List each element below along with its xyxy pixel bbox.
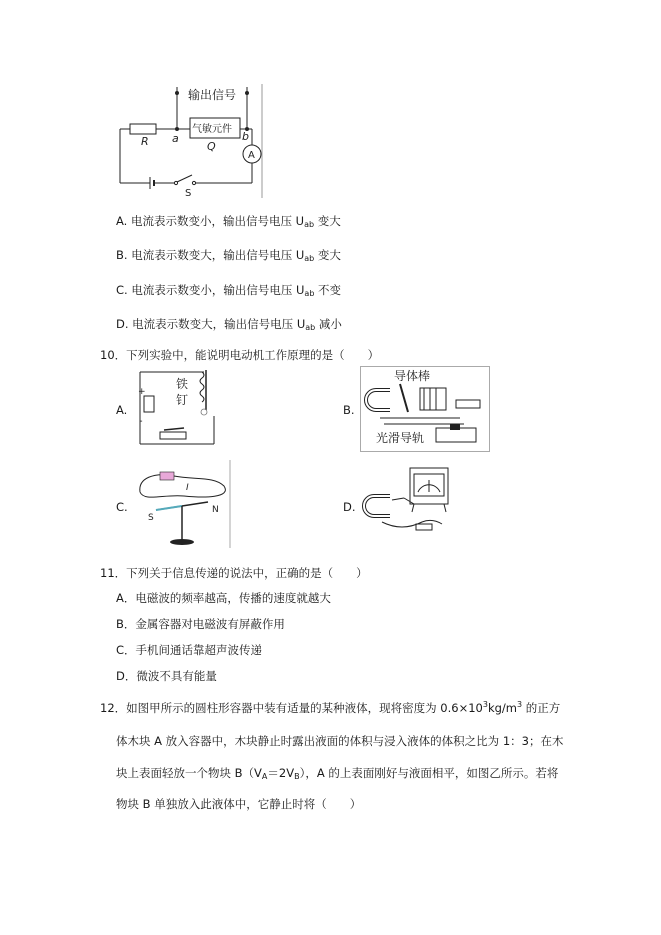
svg-text:S: S [148,513,154,523]
svg-text:N: N [212,505,219,515]
q11-option-d: D．微波不具有能量 [116,669,217,683]
q10-figure-b [360,366,490,452]
conductor-rod [400,384,408,412]
svg-text:I: I [186,483,189,493]
svg-text:A: A [248,150,255,161]
q10-stem: 10．下列实验中，能说明电动机工作原理的是（ ） [100,348,380,362]
svg-text:钉: 钉 [176,393,189,407]
switch-base [160,432,186,439]
q9-option-a: A. 电流表示数变小，输出信号电压 $U_{ab}$ 变大 [116,214,341,229]
svg-text:-: - [139,416,143,427]
q12-line-4: 物块 B 单独放入此液体中，它静止时将（ ） [116,797,362,811]
q11-option-c: C．手机间通话靠超声波传递 [116,643,263,657]
svg-text:S: S [185,188,192,199]
q11-option-b: B．金属容器对电磁波有屏蔽作用 [116,617,285,631]
circuit-diagram [112,82,267,200]
q12-line-3: 块上表面轻放一个物块 $B(V_A=2V_B)$，A 的上表面刚好与液面相平，如图乙所示。若将 [116,766,559,781]
resistor [130,124,156,134]
svg-text:R: R [141,135,149,148]
wire-loop [140,475,226,497]
q11-option-a: A．电磁波的频率越高，传播的速度就越大 [116,591,331,605]
q9-option-d: D. 电流表示数变大，输出信号电压 $U_{ab}$ 减小 [116,317,342,332]
svg-text:Q: Q [207,140,216,153]
q9-option-b: B. 电流表示数变大，输出信号电压 $U_{ab}$ 变大 [116,248,341,263]
coil [200,372,204,402]
q10-figure-c [134,458,232,550]
svg-text:+: + [138,387,146,397]
switch [177,175,192,182]
svg-text:a: a [172,132,179,145]
q9-option-c: C. 电流表示数变小，输出信号电压 $U_{ab}$ 不变 [116,283,342,298]
q12-line-1: 12．如图甲所示的圆柱形容器中装有适量的某种液体，现将密度为 $0.6\times 10^3kg/m^3$ 的正方 [100,700,561,715]
q10-option-d-letter: D. [343,500,356,514]
svg-text:b: b [242,130,249,143]
q10-option-b-letter: B. [343,403,355,417]
q12-line-2: 体木块 A 放入容器中，木块静止时露出液面的体积与浸入液体的体积之比为 1：3；在木 [116,734,564,748]
output-signal-label: 输出信号 [188,88,237,102]
q10-figure-a [134,366,218,450]
svg-text:导体棒: 导体棒 [394,369,431,383]
svg-text:光滑导轨: 光滑导轨 [376,431,425,445]
svg-text:气敏元件: 气敏元件 [192,124,232,135]
q10-option-a-letter: A. [116,403,128,417]
battery-cell [160,472,174,480]
q10-figure-d [362,464,454,542]
svg-text:铁: 铁 [176,377,189,391]
battery-icon [144,396,154,412]
q11-stem: 11．下列关于信息传递的说法中，正确的是（ ） [100,566,368,580]
q10-option-c-letter: C. [116,500,128,514]
rheostat [436,428,476,442]
